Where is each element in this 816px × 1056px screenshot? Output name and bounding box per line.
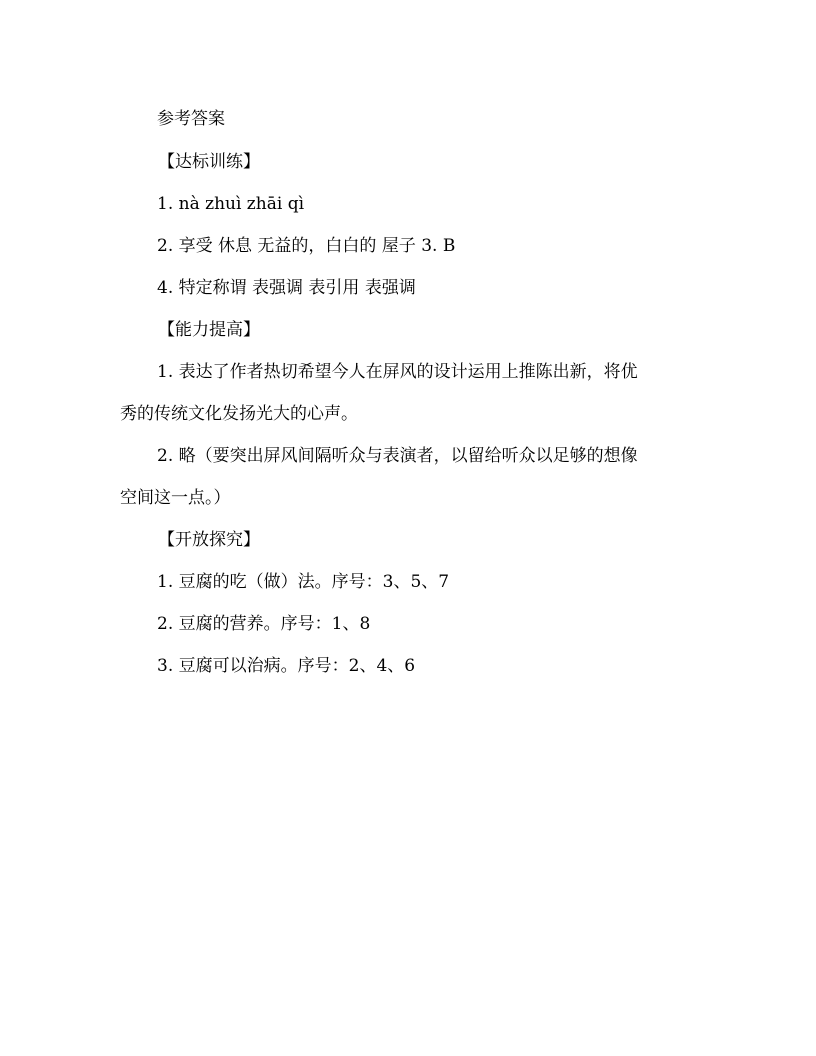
standard-training-item-1: 1. nà zhuì zhāi qì	[157, 194, 305, 214]
standard-training-item-2: 2. 享受 休息 无益的，白白的 屋子 3. B	[157, 236, 456, 256]
standard-training-item-4: 4. 特定称谓 表强调 表引用 表强调	[157, 278, 416, 298]
section-heading-open-exploration: 【开放探究】	[158, 530, 260, 550]
ability-item-1-line-1: 1. 表达了作者热切希望今人在屏风的设计运用上推陈出新，将优	[157, 362, 638, 382]
ability-item-2-line-1: 2. 略（要突出屏风间隔听众与表演者，以留给听众以足够的想像	[157, 446, 638, 466]
section-heading-ability-improvement: 【能力提高】	[158, 320, 260, 340]
answer-title: 参考答案	[157, 109, 225, 129]
exploration-item-3: 3. 豆腐可以治病。序号：2、4、6	[157, 656, 416, 676]
exploration-item-2: 2. 豆腐的营养。序号：1、8	[157, 614, 371, 634]
ability-item-2-line-2: 空间这一点。）	[120, 488, 231, 508]
exploration-item-1: 1. 豆腐的吃（做）法。序号：3、5、7	[157, 572, 450, 592]
ability-item-1-line-2: 秀的传统文化发扬光大的心声。	[120, 404, 358, 424]
section-heading-standard-training: 【达标训练】	[158, 152, 260, 172]
